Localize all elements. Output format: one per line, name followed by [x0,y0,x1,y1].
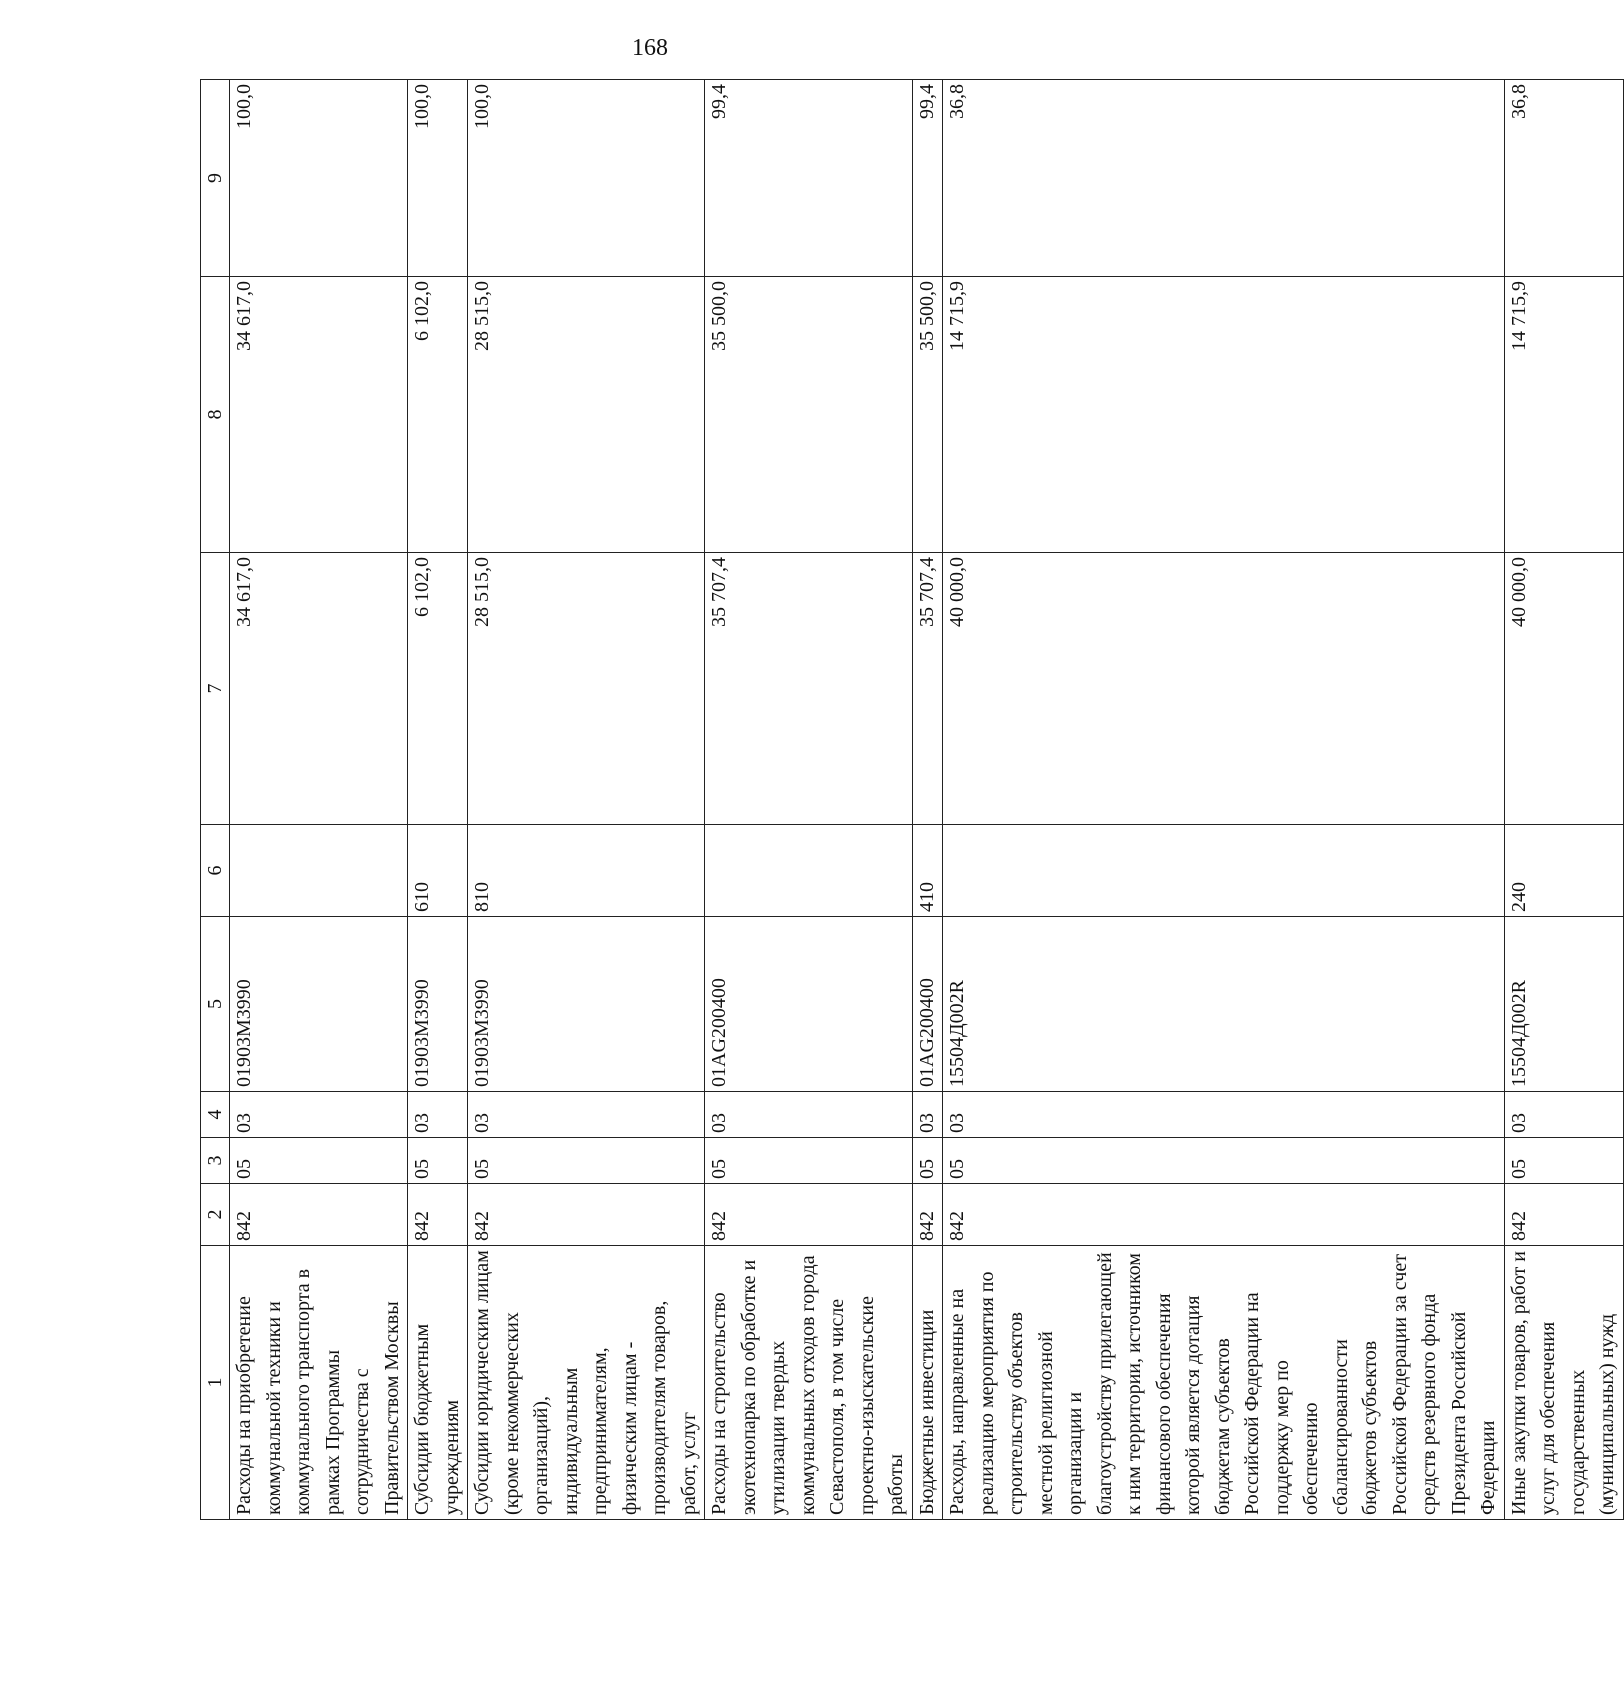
row-subsection: 03 [943,1092,1505,1138]
row-description: Расходы, направленные на реализацию мероприятия по строительству объектов местной религиозной организации и благоустройству прилегающей к ним территории, источником финансового обеспечения которой является дотация бюджетам субъектов Российской Федерации на поддержку мер по обеспечению сбалансированности бюджетов субъектов Российской Федерации за счет средств резервного фонда Президента Российской Федерации [943,1246,1505,1520]
row-section: 05 [912,1138,943,1184]
header-cell: 2 [201,1184,230,1246]
row-percent: 99,4 [912,80,943,277]
row-target-article: 15504Д002R [1504,917,1623,1092]
row-expense-type: 610 [408,825,468,917]
row-description: Субсидии юридическим лицам (кроме некоммерческих организаций), индивидуальным предпринимателям, физическим лицам - производителям товаров, работ, услуг [468,1246,705,1520]
row-ministry-code: 842 [408,1184,468,1246]
table-row [912,80,943,1520]
header-cell: 1 [201,1246,230,1520]
row-percent: 36,8 [1504,80,1623,277]
row-target-article: 01AG200400 [705,917,913,1092]
row-executed-amount: 6 102,0 [408,277,468,553]
row-target-article: 01903М3990 [468,917,705,1092]
row-planned-amount: 35 707,4 [912,553,943,825]
row-target-article: 01AG200400 [912,917,943,1092]
row-ministry-code: 842 [230,1184,408,1246]
table-row [468,80,705,1520]
table-row [408,80,468,1520]
row-section: 05 [468,1138,705,1184]
row-expense-type [705,825,913,917]
row-executed-amount: 35 500,0 [912,277,943,553]
row-subsection: 03 [468,1092,705,1138]
row-description: Субсидии бюджетным учреждениям [408,1246,468,1520]
row-subsection: 03 [912,1092,943,1138]
row-ministry-code: 842 [943,1184,1505,1246]
row-planned-amount: 35 707,4 [705,553,913,825]
row-section: 05 [408,1138,468,1184]
row-expense-type [230,825,408,917]
table-row [705,80,913,1520]
row-planned-amount: 40 000,0 [943,553,1505,825]
row-section: 05 [230,1138,408,1184]
row-percent: 100,0 [230,80,408,277]
header-cell: 6 [201,825,230,917]
header-cell: 4 [201,1092,230,1138]
row-percent: 100,0 [408,80,468,277]
row-description: Иные закупки товаров, работ и услуг для обеспечения государственных (муниципальных) нужд [1504,1246,1623,1520]
table-row [230,80,408,1520]
row-expense-type: 810 [468,825,705,917]
row-executed-amount: 28 515,0 [468,277,705,553]
row-subsection: 03 [230,1092,408,1138]
row-target-article: 01903М3990 [408,917,468,1092]
row-ministry-code: 842 [912,1184,943,1246]
rotated-table-wrapper [200,80,1618,1520]
row-expense-type: 410 [912,825,943,917]
row-planned-amount: 6 102,0 [408,553,468,825]
row-target-article: 15504Д002R [943,917,1505,1092]
row-description: Расходы на приобретение коммунальной техники и коммунального транспорта в рамках Программы сотрудничества с Правительством Москвы [230,1246,408,1520]
row-percent: 100,0 [468,80,705,277]
row-planned-amount: 28 515,0 [468,553,705,825]
header-cell: 3 [201,1138,230,1184]
header-cell: 7 [201,553,230,825]
row-planned-amount: 34 617,0 [230,553,408,825]
row-subsection: 03 [705,1092,913,1138]
row-ministry-code: 842 [1504,1184,1623,1246]
table-header-row [201,80,230,1520]
row-executed-amount: 14 715,9 [1504,277,1623,553]
row-section: 05 [705,1138,913,1184]
row-executed-amount: 14 715,9 [943,277,1505,553]
row-executed-amount: 35 500,0 [705,277,913,553]
table-row [943,80,1505,1520]
header-cell: 5 [201,917,230,1092]
row-ministry-code: 842 [468,1184,705,1246]
header-cell: 9 [201,80,230,277]
row-subsection: 03 [1504,1092,1623,1138]
page-number: 168 [632,35,668,61]
row-percent: 36,8 [943,80,1505,277]
row-description: Расходы на строительство экотехнопарка по обработке и утилизации твердых коммунальных отходов города Севастополя, в том числе проектно-изыскательские работы [705,1246,913,1520]
row-subsection: 03 [408,1092,468,1138]
budget-table [200,79,1624,1520]
row-planned-amount: 40 000,0 [1504,553,1623,825]
row-section: 05 [943,1138,1505,1184]
header-cell: 8 [201,277,230,553]
row-description: Бюджетные инвестиции [912,1246,943,1520]
row-target-article: 01903М3990 [230,917,408,1092]
row-percent: 99,4 [705,80,913,277]
row-expense-type: 240 [1504,825,1623,917]
row-section: 05 [1504,1138,1623,1184]
table-row [1504,80,1623,1520]
row-ministry-code: 842 [705,1184,913,1246]
row-executed-amount: 34 617,0 [230,277,408,553]
row-expense-type [943,825,1505,917]
